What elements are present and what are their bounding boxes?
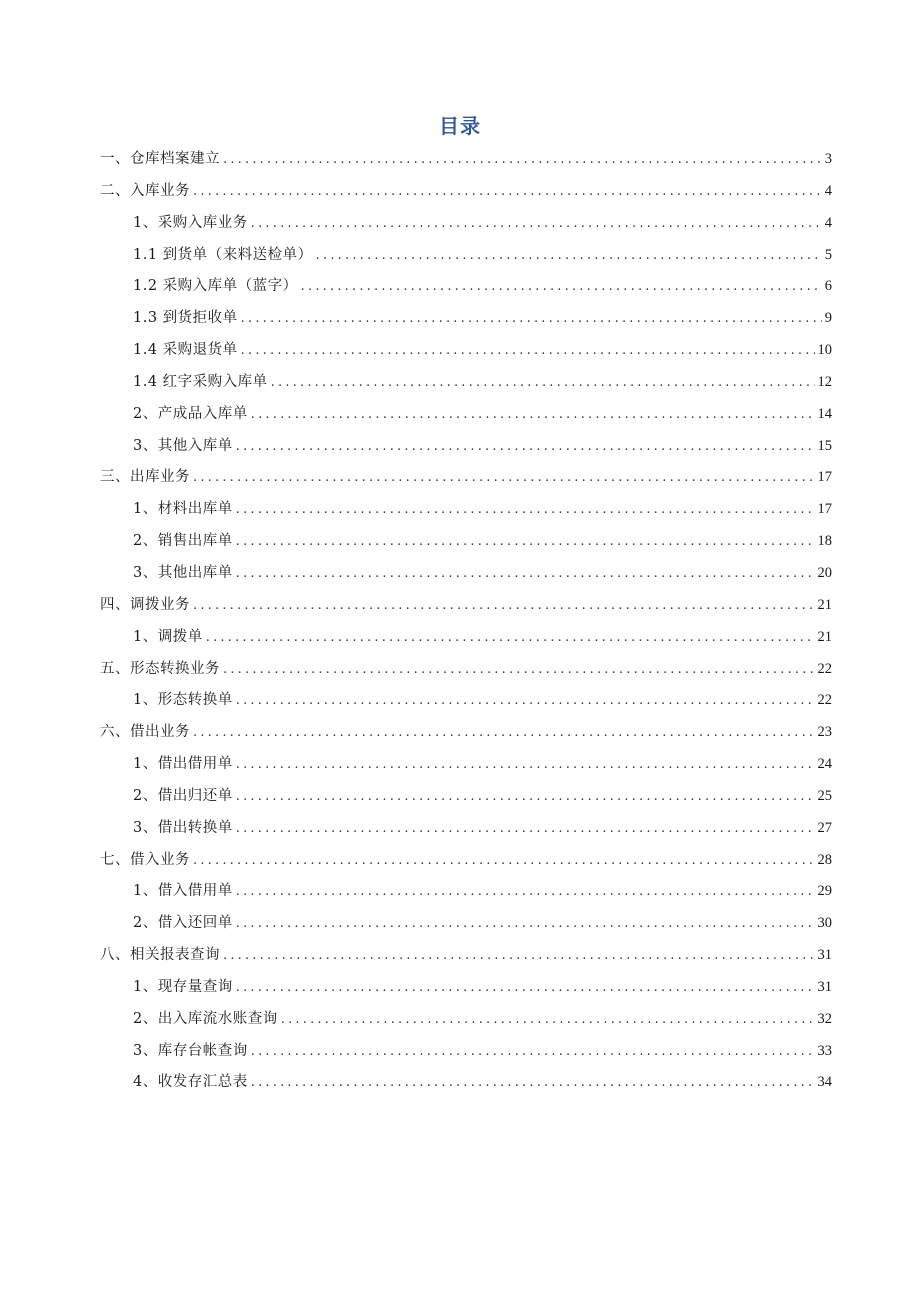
dot-leader	[301, 271, 822, 303]
toc-entry-label: 2、出入库流水账查询	[133, 1010, 278, 1027]
toc-entry[interactable]	[100, 876, 832, 908]
toc-entry-label: 1.3 到货拒收单	[133, 310, 238, 327]
toc-entry-label: 1.4 采购退货单	[133, 342, 238, 359]
toc-entry[interactable]	[100, 1067, 832, 1099]
toc-entry-label: 3、借出转换单	[133, 819, 233, 836]
toc-entry-page-number: 17	[817, 501, 832, 518]
toc-entry-label: 3、库存台帐查询	[133, 1042, 248, 1059]
dot-leader	[251, 1036, 815, 1068]
toc-entry-label: 1.2 采购入库单（蓝字）	[133, 278, 298, 295]
toc-entry-page-number: 29	[817, 883, 832, 900]
toc-entry-label: 五、形态转换业务	[100, 660, 220, 677]
dot-leader	[236, 908, 815, 940]
dot-leader	[193, 176, 822, 208]
toc-entry-label: 六、借出业务	[100, 724, 190, 741]
toc-entry[interactable]	[100, 590, 832, 622]
toc-entry-page-number: 25	[817, 787, 832, 804]
toc-entry[interactable]	[100, 813, 832, 845]
toc-entry-page-number: 30	[817, 915, 832, 932]
dot-leader	[193, 717, 815, 749]
toc-entry-page-number: 18	[817, 533, 832, 550]
dot-leader	[193, 590, 815, 622]
dot-leader	[193, 462, 815, 494]
dot-leader	[316, 240, 822, 272]
toc-entry-label: 2、借出归还单	[133, 787, 233, 804]
toc-list	[100, 144, 832, 1099]
toc-entry-page-number: 3	[824, 151, 832, 167]
toc-entry-label: 1.1 到货单（来料送检单）	[133, 246, 313, 263]
toc-entry[interactable]	[100, 972, 832, 1004]
dot-leader	[206, 622, 815, 654]
toc-entry-label: 1、现存量查询	[133, 978, 233, 995]
toc-entry-page-number: 22	[817, 660, 832, 677]
toc-entry-label: 1、借出借用单	[133, 756, 233, 773]
dot-leader	[193, 845, 815, 877]
toc-entry-page-number: 5	[824, 246, 832, 263]
toc-entry-page-number: 21	[817, 596, 832, 613]
toc-entry[interactable]	[100, 749, 832, 781]
toc-entry-label: 3、其他出库单	[133, 564, 233, 581]
toc-entry-page-number: 15	[817, 437, 832, 454]
toc-entry[interactable]	[100, 367, 832, 399]
toc-entry-page-number: 17	[817, 469, 832, 486]
dot-leader	[236, 972, 815, 1004]
toc-entry-page-number: 12	[817, 373, 832, 390]
toc-entry-label: 1、材料出库单	[133, 501, 233, 518]
dot-leader	[223, 654, 815, 686]
toc-entry[interactable]	[100, 494, 832, 526]
dot-leader	[241, 335, 815, 367]
toc-entry-page-number: 23	[817, 724, 832, 741]
toc-entry[interactable]	[100, 240, 832, 272]
dot-leader	[236, 876, 815, 908]
toc-entry-label: 2、借入还回单	[133, 915, 233, 932]
dot-leader	[236, 749, 815, 781]
dot-leader	[236, 813, 815, 845]
toc-entry-page-number: 31	[817, 978, 832, 995]
toc-entry-label: 七、借入业务	[100, 851, 190, 868]
toc-entry-page-number: 24	[817, 756, 832, 773]
toc-entry-page-number: 4	[824, 182, 832, 199]
toc-entry[interactable]	[100, 685, 832, 717]
toc-entry[interactable]	[100, 526, 832, 558]
dot-leader	[236, 526, 815, 558]
toc-entry[interactable]	[100, 1004, 832, 1036]
toc-entry-page-number: 34	[817, 1074, 832, 1091]
dot-leader	[251, 1067, 815, 1099]
toc-entry-page-number: 22	[817, 692, 832, 709]
dot-leader	[241, 303, 822, 335]
toc-entry[interactable]	[100, 431, 832, 463]
toc-entry[interactable]	[100, 845, 832, 877]
toc-entry[interactable]	[100, 303, 832, 335]
toc-entry-label: 1、借入借用单	[133, 883, 233, 900]
toc-entry[interactable]	[100, 335, 832, 367]
toc-entry-page-number: 10	[817, 342, 832, 359]
toc-entry-page-number: 32	[817, 1010, 832, 1027]
toc-entry[interactable]	[100, 462, 832, 494]
dot-leader	[236, 781, 815, 813]
toc-entry-label: 一、仓库档案建立	[100, 151, 220, 167]
toc-entry-label: 3、其他入库单	[133, 437, 233, 454]
toc-entry-page-number: 27	[817, 819, 832, 836]
dot-leader	[236, 685, 815, 717]
toc-entry-label: 四、调拨业务	[100, 596, 190, 613]
toc-entry[interactable]	[100, 908, 832, 940]
toc-entry[interactable]	[100, 176, 832, 208]
toc-entry[interactable]	[100, 144, 832, 176]
toc-entry-label: 1、调拨单	[133, 628, 203, 645]
toc-entry[interactable]	[100, 399, 832, 431]
dot-leader	[236, 431, 815, 463]
toc-entry-page-number: 6	[824, 278, 832, 295]
toc-entry-label: 三、出库业务	[100, 469, 190, 486]
toc-entry[interactable]	[100, 781, 832, 813]
toc-entry-label: 1.4 红字采购入库单	[133, 373, 268, 390]
toc-entry-label: 2、销售出库单	[133, 533, 233, 550]
toc-title: 目录	[439, 114, 481, 138]
toc-entry-page-number: 31	[817, 947, 832, 964]
toc-entry[interactable]	[100, 940, 832, 972]
toc-entry-label: 1、采购入库业务	[133, 214, 248, 231]
toc-entry-label: 1、形态转换单	[133, 692, 233, 709]
toc-entry-page-number: 28	[817, 851, 832, 868]
toc-entry-label: 八、相关报表查询	[100, 947, 220, 964]
dot-leader	[281, 1004, 815, 1036]
toc-entry-page-number: 4	[824, 214, 832, 231]
toc-entry-page-number: 14	[817, 405, 832, 422]
toc-entry[interactable]	[100, 558, 832, 590]
toc-entry[interactable]	[100, 271, 832, 303]
toc-entry[interactable]	[100, 717, 832, 749]
toc-entry[interactable]	[100, 622, 832, 654]
toc-entry[interactable]	[100, 208, 832, 240]
dot-leader	[236, 494, 815, 526]
dot-leader	[223, 144, 822, 176]
toc-entry[interactable]	[100, 654, 832, 686]
toc-entry-label: 4、收发存汇总表	[133, 1074, 248, 1091]
toc-entry-page-number: 20	[817, 564, 832, 581]
toc-entry-label: 2、产成品入库单	[133, 405, 248, 422]
dot-leader	[223, 940, 815, 972]
toc-entry[interactable]	[100, 1036, 832, 1068]
toc-entry-page-number: 33	[817, 1042, 832, 1059]
dot-leader	[236, 558, 815, 590]
toc-entry-label: 二、入库业务	[100, 182, 190, 199]
toc-entry-page-number: 21	[817, 628, 832, 645]
dot-leader	[251, 399, 815, 431]
dot-leader	[251, 208, 822, 240]
dot-leader	[271, 367, 815, 399]
toc-entry-page-number: 9	[824, 310, 832, 327]
